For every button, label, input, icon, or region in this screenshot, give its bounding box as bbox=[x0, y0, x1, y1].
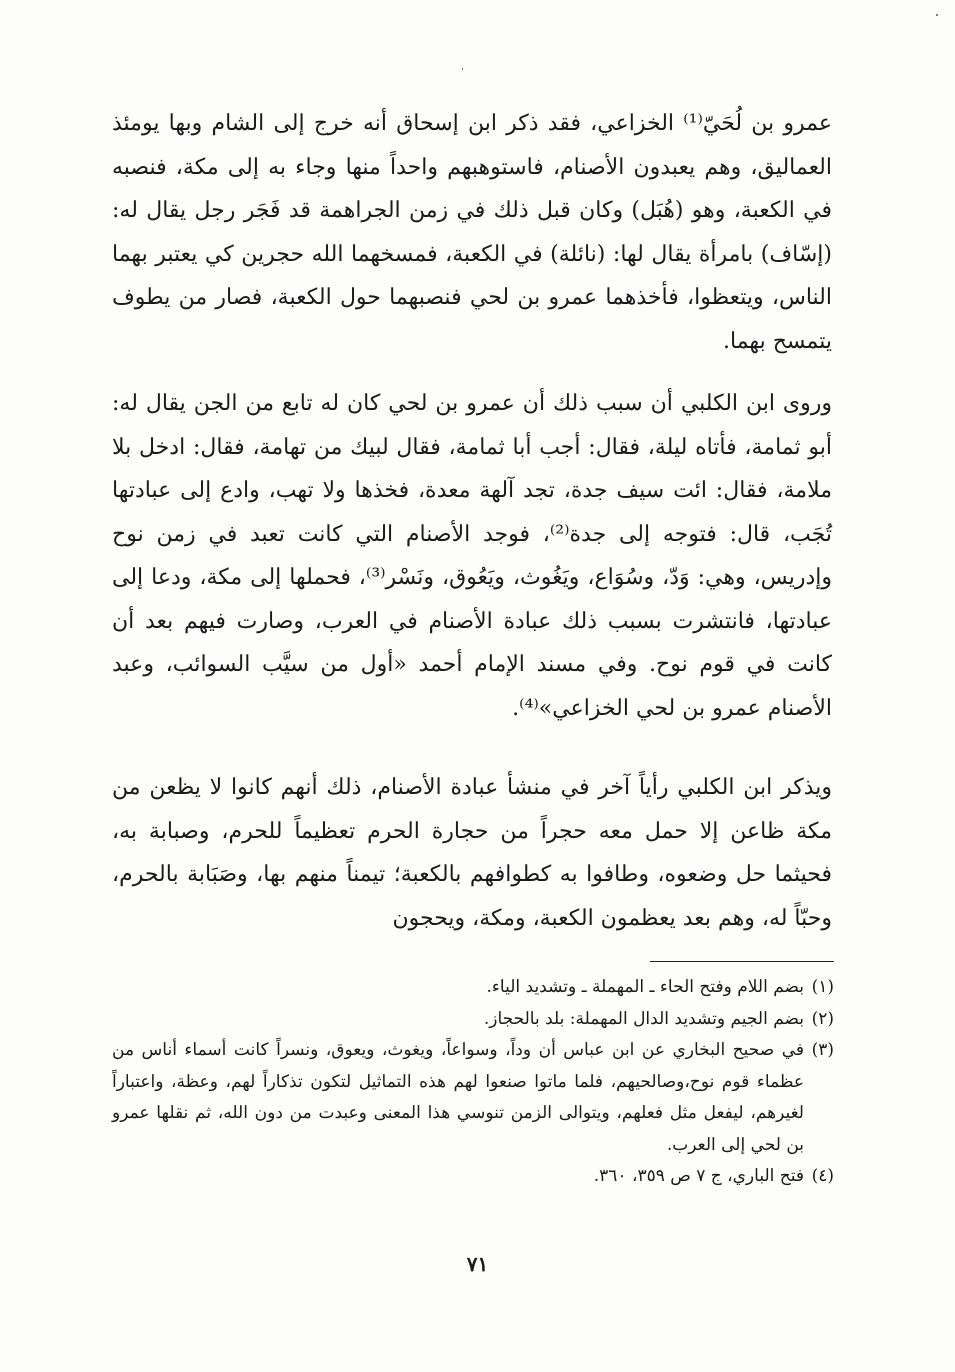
footnote-text: بضم اللام وفتح الحاء ـ المهملة ـ وتشديد الياء. bbox=[486, 977, 804, 997]
footnote-number: (٣) bbox=[811, 1040, 834, 1060]
footnote-separator bbox=[650, 961, 834, 962]
footnote-text: بضم الجيم وتشديد الدال المهملة: بلد بالحجاز. bbox=[483, 1008, 804, 1029]
body-paragraph-2: وروى ابن الكلبي أن سبب ذلك أن عمرو بن لحي كان له تابع من الجن يقال له: أبو ثمامة، فأتاه ليلة، فقال: أجب أبا ثمامة، فقال لبيك من تهامة، فقال: ادخل بلا ملامة، فقال: ائت سيف جدة، تجد آلهة معدة، فخذها ولا تهب، وادع إلى عبادتها تُجَب، قال: فتوجه إلى جدة⁽²⁾، فوجد الأصنام التي كانت تعبد في زمن نوح وإدريس، وهي: وَدّ، وسُوَاع، ويَغُوث، ويَعُوق، ونَسْر⁽³⁾، فحملها إلى مكة، ودعا إلى عبادتها، فانتشرت بسبب ذلك عبادة الأصنام في العرب، وصارت فيهم بعد أن كانت في قوم نوح. وفي مسند الإمام أحمد «أول من سيَّب السوائب، وعبد الأصنام عمرو بن لحي الخزاعي»⁽⁴⁾. bbox=[112, 391, 832, 721]
body-paragraph-1: عمرو بن لُحَيّ⁽¹⁾ الخزاعي، فقد ذكر ابن إسحاق أنه خرج إلى الشام وبها يومئذ العماليق، وهم يعبدون الأصنام، فاستوهبهم واحداً منها وجاء به إلى مكة، فنصبه في الكعبة، وهو (هُبَل) وكان قبل ذلك في زمن الجراهمة قد فَجَر رجل يقال له: (إسّاف) بامرأة يقال لها: (نائلة) في الكعبة، فمسخهما الله حجرين كي يعتبر بهما الناس، ويتعظوا، فأخذهما عمرو بن لحي فنصبهما حول الكعبة، فصار من يطوف يتمسح بهما. bbox=[112, 111, 833, 354]
scan-speck bbox=[462, 68, 463, 70]
footnote-number: (٤) bbox=[811, 1166, 834, 1186]
footnote-number: (٢) bbox=[811, 1008, 834, 1029]
footnote-number: (١) bbox=[811, 977, 834, 997]
footnote-4 bbox=[112, 1161, 834, 1193]
footnote-3 bbox=[112, 1035, 834, 1161]
body-paragraph-3: ويذكر ابن الكلبي رأياً آخر في منشأ عبادة الأصنام، ذلك أنهم كانوا لا يظعن من مكة ظاعن إلا حمل معه حجراً من حجارة الحرم تعظيماً للحرم، وصبابة به، فحيثما حل وضعوه، وطافوا به كطوافهم بالكعبة؛ تيمناً منهم بها، وصَبَابة بالحرم، وحبّاً له، وهم بعد يعظمون الكعبة، ومكة، ويحجون bbox=[112, 775, 832, 931]
footnote-text: في صحيح البخاري عن ابن عباس أن وداً، وسواعاً، ويغوث، ويعوق، ونسراً كانت أسماء أناس من عظماء قوم نوح،وصالحيهم، فلما ماتوا صنعوا لهم هذه التماثيل لتكون تذكاراً لهم، وعظة، واعتباراً لغيرهم، ليفعل مثل فعلهم، ويتوالى الزمن تنوسي هذا المعنى وعبدت من دون الله، ثم نقلها عمرو بن لحي إلى العرب. bbox=[112, 1040, 804, 1155]
page-number: ٧١ bbox=[466, 1252, 489, 1276]
footnotes bbox=[112, 972, 834, 1193]
footnote-text: فتح الباري، ج ٧ ص ٣٥٩، ٣٦٠. bbox=[593, 1166, 804, 1186]
footnote-1 bbox=[112, 972, 834, 1004]
footnote-2 bbox=[112, 1004, 834, 1036]
scan-speck bbox=[936, 14, 938, 16]
